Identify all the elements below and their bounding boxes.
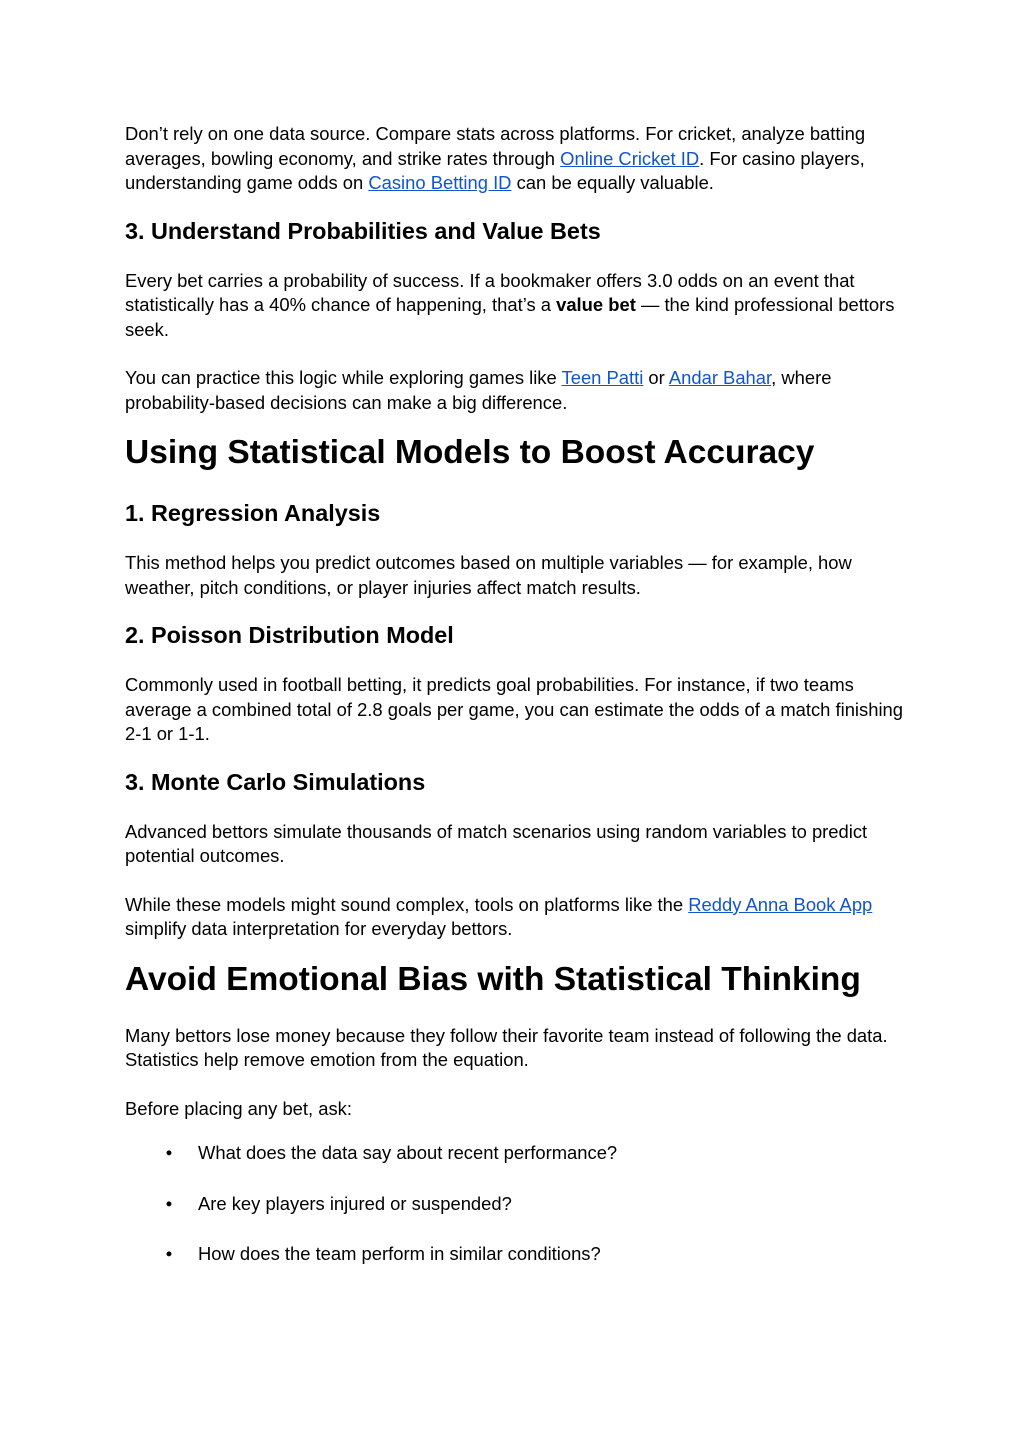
paragraph-text: or — [643, 367, 669, 388]
heading-poisson-distribution: 2. Poisson Distribution Model — [125, 622, 454, 648]
paragraph-text: can be equally valuable. — [511, 172, 714, 193]
bold-value-bet: value bet — [556, 294, 636, 315]
paragraph-monte-carlo: Advanced bettors simulate thousands of match scenarios using random variables to predict potential outcomes. — [125, 820, 868, 866]
link-teen-patti[interactable]: Teen Patti — [561, 367, 644, 388]
paragraph-ask: Before placing any bet, ask: — [125, 1097, 352, 1119]
paragraph-text: — the kind professional bettors seek. — [125, 294, 895, 340]
list-item-text: Are key players injured or suspended? — [198, 1192, 512, 1214]
paragraph-data-sources — [125, 122, 908, 196]
paragraph-text: . For casino players, understanding game odds on — [125, 147, 865, 193]
heading-regression-analysis: 1. Regression Analysis — [125, 500, 381, 526]
link-andar-bahar[interactable]: Andar Bahar — [668, 367, 772, 388]
paragraph-text: Don’t rely on one data source. Compare stats across platforms. For cricket, analyze batting averages, bowling economy, and strike rates through — [125, 123, 866, 169]
bullet-icon: ● — [165, 1248, 173, 1260]
paragraph-text: , where probability-based decisions can make a big difference. — [125, 367, 832, 413]
paragraph-text: You can practice this logic while exploring games like — [125, 367, 562, 388]
heading-monte-carlo: 3. Monte Carlo Simulations — [125, 768, 426, 795]
bullet-icon: ● — [165, 1197, 173, 1210]
heading-statistical-models: Using Statistical Models to Boost Accuracy — [125, 434, 815, 471]
paragraph-bias: Many bettors lose money because they follow their favorite team instead of following the data. Statistics help remove emotion from the equation. — [125, 1024, 888, 1070]
list-item-text: What does the data say about recent performance? — [198, 1142, 618, 1163]
list-item — [125, 1192, 908, 1217]
paragraph-practice — [125, 366, 908, 415]
list-item — [125, 1242, 908, 1267]
heading-understand-probabilities: 3. Understand Probabilities and Value Bets — [125, 217, 601, 244]
question-list — [125, 1141, 908, 1267]
paragraph-text: simplify data interpretation for everyday bettors. — [125, 918, 513, 939]
bullet-icon: ● — [165, 1147, 173, 1159]
heading-emotional-bias: Avoid Emotional Bias with Statistical Thinking — [125, 960, 861, 998]
link-reddy-anna-book-app[interactable]: Reddy Anna Book App — [688, 893, 873, 915]
link-casino-betting-id[interactable]: Casino Betting ID — [368, 172, 512, 193]
paragraph-text: While these models might sound complex, tools on platforms like the — [125, 893, 689, 915]
paragraph-probability — [125, 269, 908, 343]
paragraph-poisson: Commonly used in football betting, it predicts goal probabilities. For instance, if two teams average a combined total of 2.8 goals per game, you can estimate the odds of a match finishing 2-1 or 1-1. — [125, 674, 903, 744]
paragraph-text: Every bet carries a probability of success. If a bookmaker offers 3.0 odds on an event that statistically has a 40% chance of happening, that’s a — [125, 269, 855, 315]
list-item — [125, 1141, 908, 1166]
paragraph-regression: This method helps you predict outcomes based on multiple variables — for example, how weather, pitch conditions, or player injuries affect match results. — [125, 552, 852, 598]
list-item-text: How does the team perform in similar conditions? — [198, 1243, 601, 1264]
paragraph-tools — [125, 893, 908, 942]
link-online-cricket-id[interactable]: Online Cricket ID — [560, 147, 700, 169]
